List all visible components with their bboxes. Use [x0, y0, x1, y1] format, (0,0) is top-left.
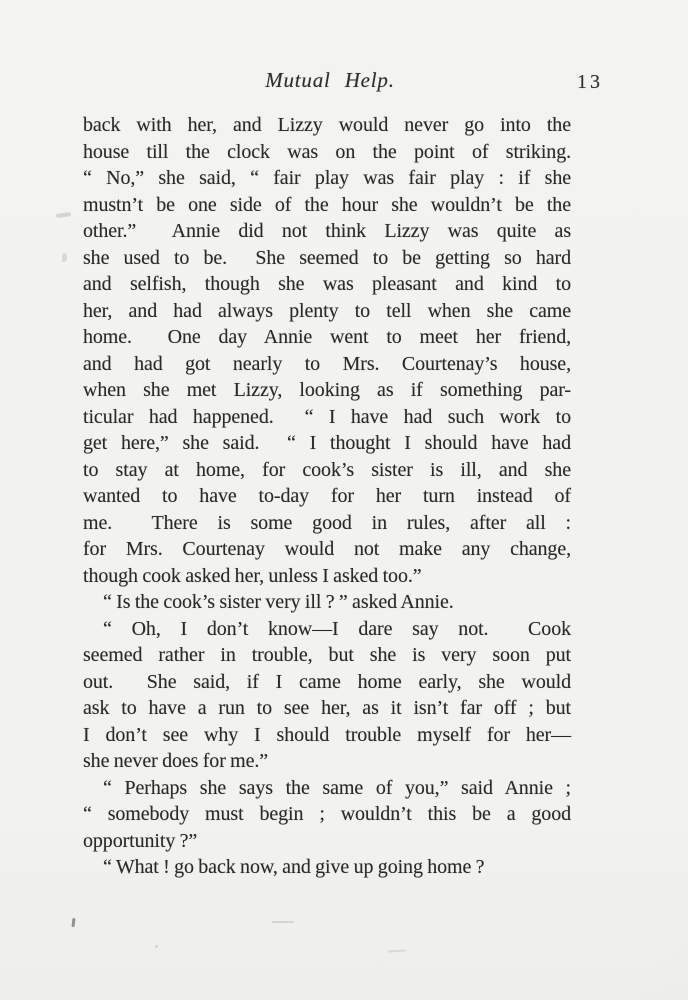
text-line: “ somebody must begin ; wouldn’t this be a good — [83, 803, 571, 825]
text-line: she never does for me.” — [83, 750, 269, 772]
text-line: she used to be. She seemed to be getting so hard — [83, 246, 571, 269]
text-line: other.” Annie did not think Lizzy was quite as — [83, 220, 571, 242]
text-line: ticular had happened. “ I have had such work to — [83, 405, 571, 428]
text-line: me. There is some good in rules, after all : — [83, 511, 571, 534]
text-line: when she met Lizzy, looking as if something par- — [83, 379, 571, 401]
text-line: out. She said, if I came home early, she would — [83, 670, 571, 693]
text-line: and selfish, though she was pleasant and kind to — [83, 273, 571, 295]
text-line: her, and had always plenty to tell when she came — [83, 299, 571, 322]
text-line: “ Perhaps she says the same of you,” said Annie ; — [103, 776, 571, 799]
page-number: 13 — [577, 71, 603, 93]
scan-artifact — [388, 949, 406, 952]
scan-artifact — [155, 945, 158, 948]
scan-artifact — [62, 253, 67, 262]
text-line: ask to have a run to see her, as it isn’t far off ; but — [83, 697, 571, 719]
body-text — [83, 112, 571, 881]
text-line: seemed rather in trouble, but she is very soon put — [83, 644, 571, 666]
running-header-title: Mutual Help. — [265, 68, 395, 92]
scan-artifact — [272, 921, 294, 923]
text-line: house till the clock was on the point of striking. — [83, 140, 571, 163]
scan-artifact — [72, 918, 76, 927]
text-line: wanted to have to-day for her turn instead of — [83, 485, 571, 507]
text-line: “ Oh, I don’t know—I dare say not. Cook — [103, 617, 571, 640]
text-line: home. One day Annie went to meet her friend, — [83, 326, 571, 348]
text-line: mustn’t be one side of the hour she wouldn’t be the — [83, 193, 571, 216]
text-line: “ What ! go back now, and give up going home ? — [103, 856, 485, 878]
text-line: I don’t see why I should trouble myself for her— — [83, 723, 571, 746]
text-line: to stay at home, for cook’s sister is ill, and she — [83, 458, 571, 481]
text-line: and had got nearly to Mrs. Courtenay’s house, — [83, 352, 571, 375]
scan-artifact — [56, 212, 71, 218]
text-line: for Mrs. Courtenay would not make any change, — [83, 538, 571, 560]
text-line: opportunity ?” — [83, 829, 198, 852]
text-line: though cook asked her, unless I asked too.” — [83, 564, 422, 587]
text-line: get here,” she said. “ I thought I should have had — [83, 432, 571, 454]
text-line: “ No,” she said, “ fair play was fair play : if she — [83, 167, 571, 189]
text-line: “ Is the cook’s sister very ill ? ” asked Annie. — [103, 591, 454, 613]
text-line: back with her, and Lizzy would never go into the — [83, 114, 571, 136]
